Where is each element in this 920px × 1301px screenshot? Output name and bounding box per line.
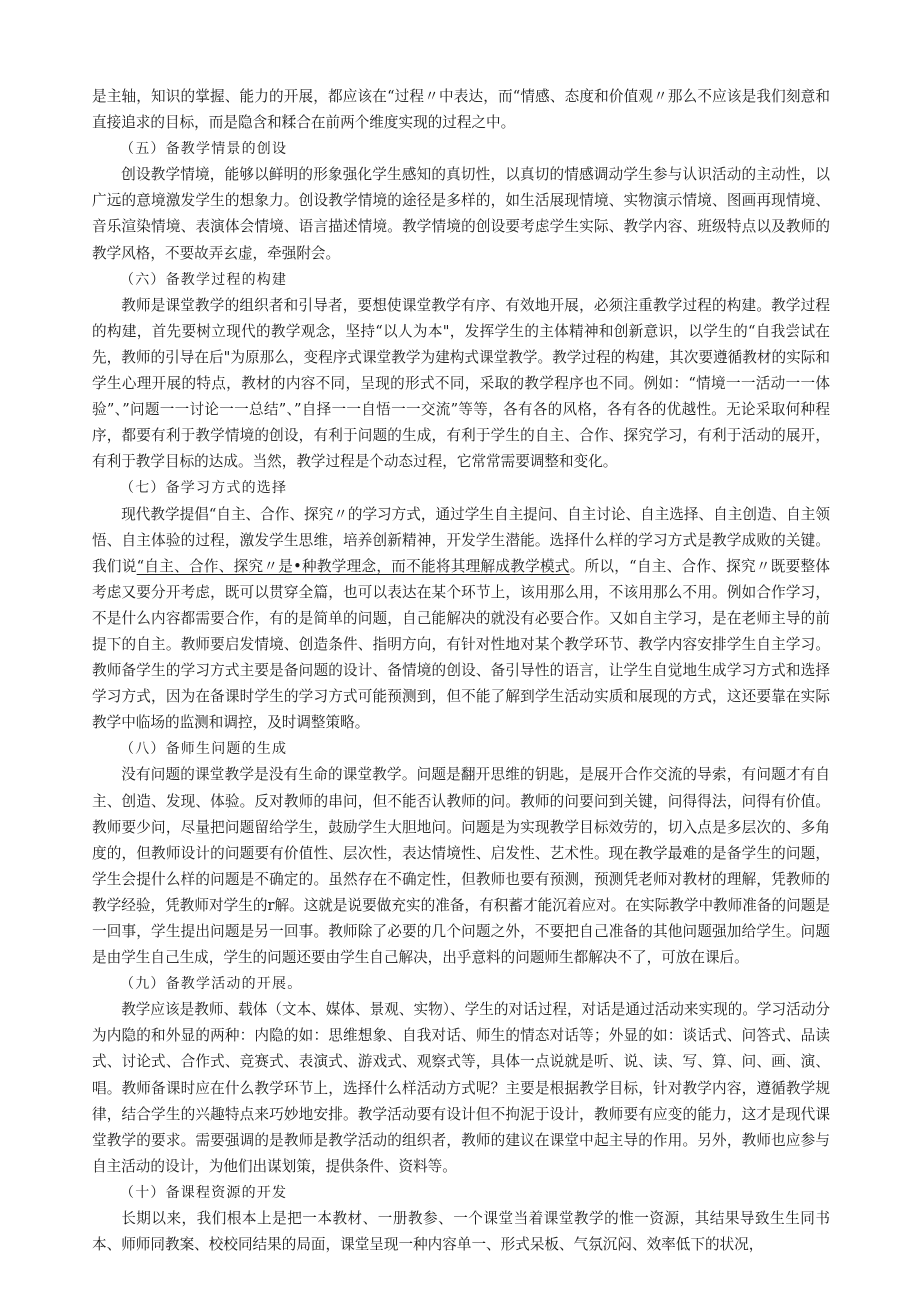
section-6-paragraph: 教师是课堂教学的组织者和引导者，要想使课堂教学有序、有效地开展，必须注重教学过程的构建。教学过程的构建，首先要树立现代的教学观念，坚持“以人为本"，发挥学生的主体精神和创新意识，以学生的“自我尝试在先，教师的引导在后"为原那么，变程序式课堂教学为建构式课堂教学。教学过程的构建，其次要遵循教材的实际和学生心理开展的特点，教材的内容不同，呈现的形式不同，采取的教学程序也不同。例如：“情境一一活动一一体验”、”问题一一讨论一一总结”、”自择一一自悟一一交流”等等，各有各的风格，各有各的优越性。无论采取何种程序，都要有利于教学情境的创设，有利于问题的生成，有利于学生的自主、合作、探究学习，有利于活动的展开，有利于教学目标的达成。当然，教学过程是个动态过程，它常常需要调整和变化。 [92, 296, 830, 471]
section-7-text-after: 。所以，“自主、合作、探究〃既要整体考虑又要分开考虑，既可以贯穿全篇，也可以表达在某个环节上，该用那么用，不该用那么不用。例如合作学习，不是什么内容都需要合作，有的是简单的问题，自己能解决的就没有必要合作。又如自主学习，是在老师主导的前提下的自主。教师要启发情境、创造条件、指明方向，有针对性地对某个教学环节、教学内容安排学生自主学习。教师备学生的学习方式主要是备问题的设计、备情境的创设、备引导性的语言，让学生自觉地生成学习方式和选择学习方式，因为在备课时学生的学习方式可能预测到，但不能了解到学生活动实质和展现的方式，这还要靠在实际教学中临场的监测和调控，及时调整策略。 [92, 557, 830, 732]
section-10-paragraph: 长期以来，我们根本上是把一本教材、一册教参、一个课堂当着课堂教学的惟一资源，其结果导致生生同书本、师师同教案、校校同结果的局面，课堂呈现一种内容单一、形式呆板、气氛沉闷、效率低下的状况， [92, 1210, 830, 1254]
section-9-paragraph: 教学应该是教师、载体（文本、媒体、景观、实物）、学生的对话过程，对话是通过活动来实现的。学习活动分为内隐的和外显的两种：内隐的如：思维想象、自我对话、师生的情态对话等；外显的如：谈话式、问答式、品读式、讨论式、合作式、竞赛式、表演式、游戏式、观察式等，具体一点说就是听、说、读、写、算、问、画、演、唱。教师备课时应在什么教学环节上，选择什么样活动方式呢？主要是根据教学目标，针对教学内容，遵循教学规律，结合学生的兴趣特点来巧妙地安排。教学活动要有设计但不拘泥于设计，教师要有应变的能力，这才是现代课堂教学的要求。需要强调的是教师是教学活动的组织者，教师的建议在课堂中起主导的作用。另外，教师也应参与自主活动的设计，为他们出谋划策，提供条件、资料等。 [92, 1001, 830, 1175]
section-6-heading: （六）备教学过程的构建 [120, 271, 288, 288]
intro-paragraph: 是主轴，知识的掌握、能力的开展，都应该在“过程〃中表达，而“情感、态度和价值观〃那么不应该是我们刻意和直接追求的目标，而是隐含和糅合在前两个维度实现的过程之中。 [92, 88, 830, 132]
section-7-paragraph [92, 502, 830, 737]
section-9-heading: （九）备教学活动的开展。 [120, 976, 303, 993]
section-8-heading: （八）备师生问题的生成 [120, 741, 288, 758]
document-page [92, 84, 830, 1258]
section-5-paragraph: 创设教学情境，能够以鲜明的形象强化学生感知的真切性，以真切的情感调动学生参与认识活动的主动性，以广远的意境激发学生的想象力。创设教学情境的途径是多样的，如生活展现情境、实物演示情境、图画再现情境、音乐渲染情境、表演体会情境、语言描述情境。教学情境的创设要考虑学生实际、教学内容、班级特点以及教师的教学风格，不要故弄玄虚，牵强附会。 [92, 166, 830, 262]
section-7-text-before: 现代教学提倡“自主、合作、探究〃的学习方式，通过学生自主提问、自主讨论、自主选择、自主创造、自主领悟、自主体验的过程，激发学生思维，培养创新精神，开发学生潜能。选择什么样的学习方式是教学成败的关键。我们说 [92, 505, 830, 575]
section-10-heading: （十）备课程资源的开发 [120, 1184, 288, 1201]
section-5-heading: （五）备教学情景的创设 [120, 141, 288, 158]
section-8-paragraph: 没有问题的课堂教学是没有生命的课堂教学。问题是翻开思维的钥匙，是展开合作交流的导索，有问题才有自主、创造、发现、体验。反对教师的串问，但不能否认教师的问。教师的问要问到关键，问得得法，问得有价值。教师要少问，尽量把问题留给学生，鼓励学生大胆地问。问题是为实现教学目标效劳的，切入点是多层次的、多角度的，但教师设计的问题要有价值性、层次性，表达情境性、启发性、艺术性。现在教学最难的是备学生的问题，学生会提什么样的问题是不确定的。虽然存在不确定性，但教师也要有预测，预测凭老师对教材的理解，凭教师的教学经验，凭教师对学生的r解。这就是说要做充实的准备，有积蓄才能沉着应对。在实际教学中教师准备的问题是一回事，学生提出问题是另一回事。教师除了必要的几个问题之外，不要把自己准备的其他问题强加给学生。问题是由学生自己生成，学生的问题还要由学生自己解决，出乎意料的问题师生都解决不了，可放在课后。 [92, 766, 830, 967]
section-7-heading: （七）备学习方式的选择 [120, 480, 288, 497]
section-7-underlined-text: “自主、合作、探究〃是•种教学理念，而不能将其理解成教学模式 [136, 557, 570, 575]
